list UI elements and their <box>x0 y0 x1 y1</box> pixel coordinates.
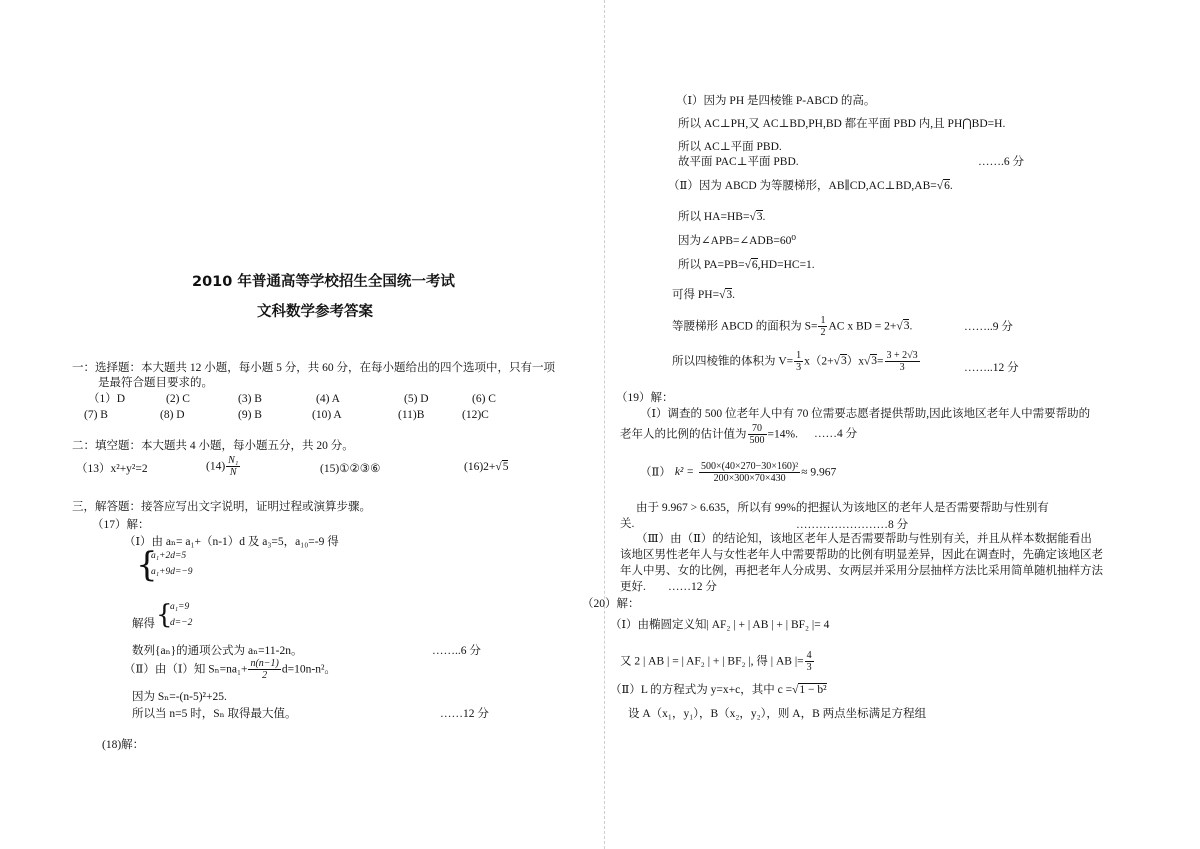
solution-brace: { <box>156 600 173 630</box>
q19-part1-fraction <box>748 423 767 446</box>
answer-4: (4) A <box>316 393 340 405</box>
q17-label: （17）解： <box>92 519 150 531</box>
q19-part2-numerator: 500×(40×270−30×160)² <box>701 461 799 472</box>
q20-numerator: 4 <box>806 650 812 661</box>
solution-d: d=−2 <box>170 618 193 628</box>
q19-part2-fraction <box>699 461 800 484</box>
volume-prefix: 所以四棱锥的体积为 V= <box>672 355 794 368</box>
volume-denominator-2: 3 <box>899 362 905 373</box>
area-prefix: 等腰梯形 ABCD 的面积为 S= <box>672 320 818 333</box>
answer-8: (8) D <box>160 409 185 421</box>
q20-denominator: 3 <box>806 662 812 673</box>
q17-part2 <box>124 658 336 681</box>
score-12: ……12 分 <box>440 708 489 720</box>
volume-mid-2: ）x <box>846 355 864 368</box>
answer-14-denominator: N <box>229 467 237 478</box>
section1-heading: 一：选择题：本大题共 12 小题，每小题 5 分，共 60 分，在每小题给出的四个选项中，只有一项 <box>72 362 555 374</box>
q19-part2-prefix: （Ⅱ） <box>640 466 671 479</box>
solution-a1: a₁=9 <box>170 602 190 612</box>
q19-part2 <box>640 461 836 484</box>
equation-system-2 <box>170 599 192 631</box>
q17-part2-denominator: 2 <box>262 670 268 681</box>
area-numerator: 1 <box>820 315 826 326</box>
answer-16-radicand: 5 <box>502 461 509 473</box>
q17-part2-fraction <box>248 658 280 681</box>
answer-5: (5) D <box>404 393 429 405</box>
solve-label: 解得 <box>132 618 155 630</box>
q19-part2-denominator: 200×300×70×430 <box>713 473 786 484</box>
answer-6: (6) C <box>472 393 496 405</box>
q18-score-12: ……..12 分 <box>964 362 1019 374</box>
q20-part1: （Ⅰ）由椭圆定义知| AF₂ | + | AB | + | BF₂ |= 4 <box>610 619 830 631</box>
q18-line9: 可得 PH=√3. <box>672 289 735 301</box>
section1-heading-cont: 是最符合题目要求的。 <box>98 377 213 389</box>
q18-line6-prefix: 所以 HA=HB= <box>678 211 750 223</box>
system-brace: { <box>136 545 158 585</box>
q18-line8-radicand: 6 <box>751 259 758 271</box>
q18-line8-suffix: ,HD=HC=1. <box>757 259 815 271</box>
q19-part2-conclusion-cont: 关. <box>620 518 635 530</box>
q19-part2-conclusion: 由于 9.967 > 6.635，所以有 99%的把握认为该地区的老年人是否需要帮助与性别有 <box>636 502 1049 514</box>
answer-13: （13）x²+y²=2 <box>76 463 148 475</box>
q18-line8-prefix: 所以 PA=PB= <box>678 259 745 271</box>
section2-heading: 二：填空题：本大题共 4 小题，每小题五分，共 20 分。 <box>72 440 354 452</box>
q19-score-12: ……12 分 <box>668 581 717 593</box>
area-radicand: 3 <box>903 320 910 333</box>
answer-7: (7) B <box>84 409 108 421</box>
answer-14 <box>206 455 241 478</box>
equation-1b: a₁+9d=−9 <box>151 567 193 577</box>
q18-part1: （Ⅰ）因为 PH 是四棱锥 P-ABCD 的高。 <box>676 95 876 107</box>
q18-line6: 所以 HA=HB=√3. <box>678 211 766 223</box>
q17-part2-suffix: d=10n-n²。 <box>281 663 336 676</box>
volume-numerator-2: 3 + 2√3 <box>886 350 918 361</box>
answer-14-numerator: N₁ <box>228 455 239 466</box>
area-fraction <box>818 315 827 338</box>
q17-part2-prefix: （Ⅱ）由（Ⅰ）知 Sₙ=na₁+ <box>124 663 248 676</box>
q20-part1-cont-prefix: 又 2 | AB | = | AF₂ | + | BF₂ |, 得 | AB |= <box>620 655 804 668</box>
answer-15: (15)①②③⑥ <box>320 463 381 475</box>
q18-line9-suffix: . <box>732 289 735 301</box>
answer-10: (10) A <box>312 409 342 421</box>
answer-14-prefix: (14) <box>206 460 226 473</box>
section3-heading: 三，解答题：接答应写出文字说明，证明过程或演算步骤。 <box>72 501 371 513</box>
q18-part2-suffix: . <box>949 180 953 192</box>
conclusion-line: 所以当 n=5 时，Sₙ 取得最大值。 <box>132 708 297 720</box>
answer-1: （1）D <box>88 393 126 405</box>
q19-part3-c: 年人中男、女的比例，再把老年人分成男、女两层并采用分层抽样方法比采用简单随机抽样方法 <box>620 565 1103 577</box>
q20-part2-radicand: 1 − b² <box>799 684 827 696</box>
q18-line9-prefix: 可得 PH= <box>672 289 720 301</box>
q19-part3-d: 更好. <box>620 581 646 593</box>
q19-score-4: ……4 分 <box>813 428 858 441</box>
q18-area-line: 等腰梯形 ABCD 的面积为 S= $\frac{1}{2}$ AC x BD = 2+√3. <box>672 315 913 338</box>
q18-line3: 所以 AC⊥平面 PBD. <box>678 141 782 153</box>
volume-mid-1: x（2+ <box>804 355 834 368</box>
answer-3: (3) B <box>238 393 262 405</box>
q18-line2: 所以 AC⊥PH,又 AC⊥BD,PH,BD 都在平面 PBD 内,且 PH⋂BD=H. <box>678 118 1006 130</box>
area-middle: AC x BD = 2+ <box>828 320 897 333</box>
document-title: 2010 年普通高等学校招生全国统一考试 <box>192 274 455 290</box>
area-suffix: . <box>909 320 913 333</box>
q19-label: （19）解： <box>616 392 674 404</box>
answer-2: (2) C <box>166 393 190 405</box>
answer-16-prefix: (16)2+ <box>464 461 496 473</box>
q19-part3-a: （Ⅲ）由（Ⅱ）的结论知，该地区老年人是否需要帮助与性别有关，并且从样本数据能看出 <box>636 533 1092 545</box>
q19-part1-suffix: =14%. <box>767 428 798 441</box>
equation-1a: a₁+2d=5 <box>151 551 187 561</box>
q20-part2: （Ⅱ）L 的方程式为 y=x+c，其中 c =√1 − b² <box>610 684 827 696</box>
volume-radicand-2: 3 <box>871 355 878 368</box>
right-page <box>582 0 1200 849</box>
answer-9: (9) B <box>238 409 262 421</box>
volume-radicand-1: 3 <box>840 355 847 368</box>
equation-system-1 <box>151 548 193 580</box>
answer-16: (16)2+√5 <box>464 461 509 473</box>
q18-line4: 故平面 PAC⊥平面 PBD. <box>678 156 799 168</box>
general-term: 数列{aₙ}的通项公式为 aₙ=11-2n。 <box>132 645 303 657</box>
q19-part1-numerator: 70 <box>748 423 767 435</box>
volume-fraction-2 <box>885 350 920 373</box>
q18-label: (18)解： <box>102 739 145 751</box>
q20-part1-cont <box>620 650 815 673</box>
q20-part2-prefix: （Ⅱ）L 的方程式为 y=x+c，其中 c = <box>610 684 793 696</box>
q18-score-9: ……..9 分 <box>964 321 1013 333</box>
area-denominator: 2 <box>820 327 826 338</box>
volume-denominator-1: 3 <box>796 362 802 373</box>
q18-part2: （Ⅱ）因为 ABCD 为等腰梯形，AB∥CD,AC⊥BD,AB=√6. <box>668 180 953 192</box>
q17-part1: （Ⅰ）由 aₙ= a₁+（n-1）d 及 a₃=5，a₁₀=-9 得 <box>124 536 339 548</box>
q18-line7: 因为∠APB=∠ADB=60⁰ <box>678 235 797 247</box>
volume-equals: = <box>877 355 884 368</box>
q19-part1: （Ⅰ）调查的 500 位老年人中有 70 位需要志愿者提供帮助,因此该地区老年人中需要帮助的 <box>640 408 1091 420</box>
because-line: 因为 Sₙ=-(n-5)²+25. <box>132 691 227 703</box>
q18-line9-radicand: 3 <box>726 289 733 301</box>
page-divider <box>604 0 605 849</box>
q20-part2-cont: 设 A（x₁，y₁），B（x₂，y₂），则 A，B 两点坐标满足方程组 <box>628 708 927 720</box>
q18-part2-prefix: （Ⅱ）因为 ABCD 为等腰梯形，AB∥CD,AC⊥BD,AB= <box>668 180 937 192</box>
answer-12: (12)C <box>462 409 489 421</box>
q19-part1-denominator: 500 <box>749 435 765 446</box>
volume-numerator-1: 1 <box>796 350 802 361</box>
q19-score-8: ……………………8 分 <box>796 519 909 531</box>
document-subtitle: 文科数学参考答案 <box>257 304 373 320</box>
q19-part2-suffix: ≈ 9.967 <box>801 466 837 479</box>
answer-14-fraction <box>226 455 240 478</box>
q19-part3-b: 该地区男性老年人与女性老年人中需要帮助的比例有明显差异，因此在调查时，先确定该地区老 <box>620 549 1103 561</box>
q17-part2-numerator: n(n−1) <box>250 658 279 669</box>
volume-fraction-1 <box>794 350 803 373</box>
q18-volume-line: 所以四棱锥的体积为 V= $\frac{1}{3}$ x（2+√3）x√3= $\frac{3 + 2√3}{3}$ <box>672 350 918 373</box>
score-6: ……..6 分 <box>432 645 481 657</box>
q18-line8: 所以 PA=PB=√6,HD=HC=1. <box>678 259 815 271</box>
q18-part2-radicand: 6 <box>944 180 950 192</box>
q18-line6-radicand: 3 <box>756 211 763 223</box>
answer-11: (11)B <box>398 409 425 421</box>
q19-chi-symbol: k² = <box>674 466 695 479</box>
q18-score-6: …….6 分 <box>978 156 1024 168</box>
q20-label: （20）解： <box>582 598 640 610</box>
q20-fraction <box>805 650 814 673</box>
q19-part1-cont <box>620 423 857 446</box>
q19-part1-prefix: 老年人的比例的估计值为 <box>620 428 747 441</box>
q18-line6-suffix: . <box>762 211 766 223</box>
